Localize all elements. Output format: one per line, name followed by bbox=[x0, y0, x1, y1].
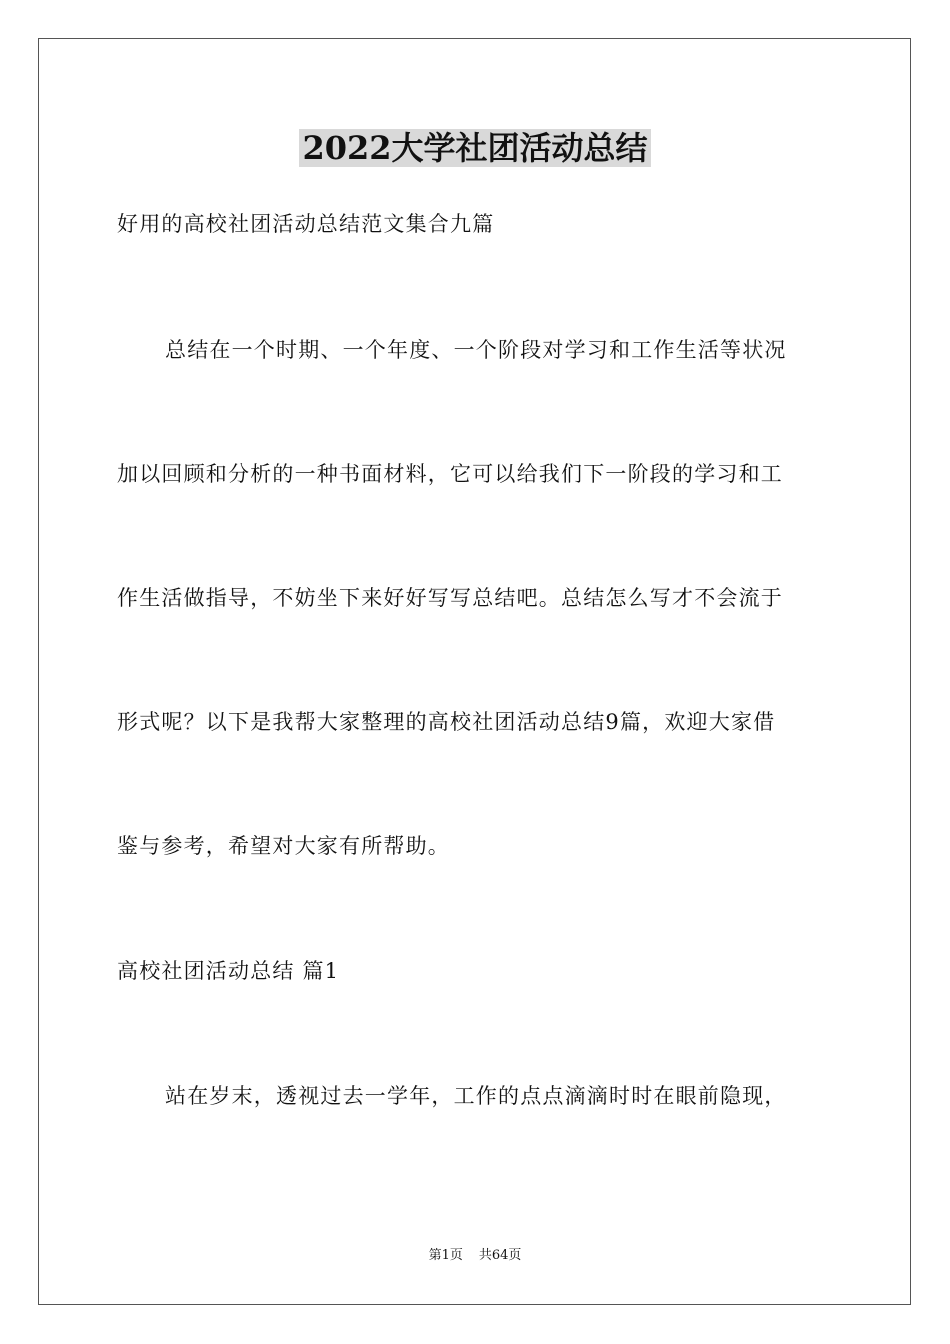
paragraph-line: 鉴与参考，希望对大家有所帮助。 bbox=[117, 834, 450, 858]
paragraph-line: 形式呢？以下是我帮大家整理的高校社团活动总结9篇，欢迎大家借 bbox=[117, 710, 776, 734]
paragraph-line: 站在岁末，透视过去一学年，工作的点点滴滴时时在眼前隐现， bbox=[165, 1084, 787, 1108]
document-title-text: 2022大学社团活动总结 bbox=[299, 129, 650, 167]
page-number-current: 第1页 bbox=[428, 1248, 463, 1263]
page-number-total: 共64页 bbox=[478, 1248, 522, 1263]
page-footer bbox=[0, 1247, 950, 1265]
paragraph-line: 作生活做指导，不妨坐下来好好写写总结吧。总结怎么写才不会流于 bbox=[117, 586, 783, 610]
document-title bbox=[0, 126, 950, 170]
section-heading: 高校社团活动总结 篇1 bbox=[117, 959, 340, 983]
paragraph-line: 加以回顾和分析的一种书面材料，它可以给我们下一阶段的学习和工 bbox=[117, 462, 783, 486]
document-subtitle: 好用的高校社团活动总结范文集合九篇 bbox=[117, 212, 495, 236]
paragraph-line: 总结在一个时期、一个年度、一个阶段对学习和工作生活等状况 bbox=[165, 338, 787, 362]
